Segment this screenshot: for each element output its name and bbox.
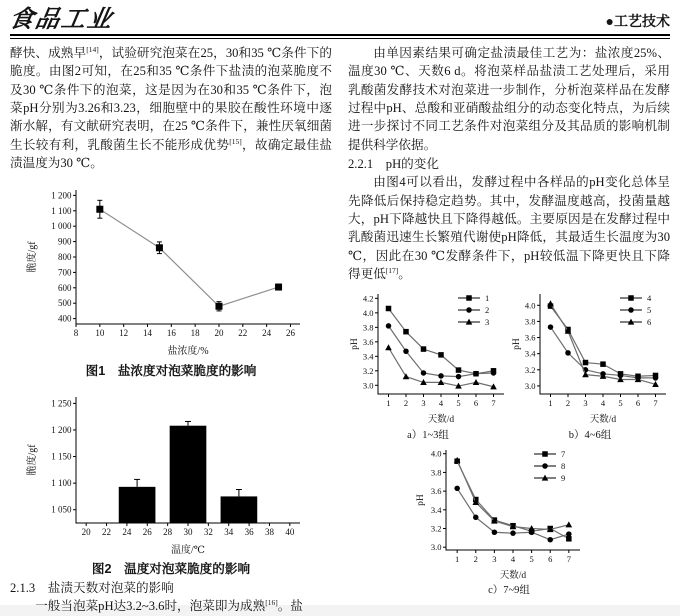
svg-text:1 050: 1 050 [51, 504, 72, 515]
svg-text:1: 1 [455, 553, 460, 564]
svg-text:6: 6 [473, 398, 479, 409]
svg-text:7: 7 [491, 398, 496, 409]
figure4-panel-a [348, 288, 508, 441]
figure1-line-chart [26, 184, 316, 356]
figure-2 [10, 389, 332, 578]
svg-text:4.0: 4.0 [430, 448, 442, 459]
svg-text:pH: pH [350, 338, 360, 351]
svg-text:3: 3 [485, 317, 490, 328]
svg-text:24: 24 [262, 328, 272, 339]
svg-text:3.0: 3.0 [430, 542, 442, 553]
left-paragraph-1: 酵快、成熟早[14]，试验研究泡菜在25，30和35 ℃条件下的脆度。由图2可知，在25和35 ℃条件下盐渍的泡菜脆度不及30 ℃条件下的泡菜，这是因为在30和35 ℃条件下，泡菜pH分别为3.26和3.23，细胞壁中的果胶在酸性环境中逐渐水解，有文献研究表明，在25 ℃条件下，兼性厌氧细菌生长较有利，乳酸菌生长不能形成优势[15]，故确定最佳盐渍温度为30 ℃。 [10, 44, 333, 171]
journal-logo: 食品工业 [7, 4, 117, 33]
svg-text:1 000: 1 000 [51, 221, 72, 232]
svg-text:2: 2 [403, 398, 409, 409]
svg-text:盐浓度/%: 盐浓度/% [167, 346, 209, 358]
svg-text:2: 2 [485, 305, 490, 316]
svg-text:26: 26 [285, 328, 295, 339]
svg-text:800: 800 [58, 252, 72, 263]
svg-text:20: 20 [81, 526, 91, 537]
figure2-bar-chart [26, 389, 316, 555]
svg-text:5: 5 [456, 398, 461, 409]
svg-text:3: 3 [421, 398, 426, 409]
svg-text:5: 5 [647, 305, 652, 316]
svg-text:28: 28 [163, 526, 173, 537]
svg-text:7: 7 [561, 448, 566, 459]
svg-text:18: 18 [190, 328, 200, 339]
svg-text:8: 8 [73, 328, 79, 339]
section-heading-2-1-3: 2.1.3 盐渍天数对泡菜的影响 [10, 581, 174, 596]
svg-text:16: 16 [166, 328, 176, 339]
svg-text:3.2: 3.2 [362, 366, 374, 377]
svg-text:1 250: 1 250 [51, 398, 72, 409]
left-column [10, 44, 332, 616]
svg-text:2: 2 [565, 398, 571, 409]
svg-text:10: 10 [95, 328, 105, 339]
svg-text:36: 36 [244, 526, 254, 537]
svg-text:天数/d: 天数/d [499, 570, 527, 581]
left-paragraph-2: 一般当泡菜pH达3.2~3.6时，泡菜即为成熟[16]。盐 [35, 598, 303, 614]
svg-text:24: 24 [122, 526, 132, 537]
svg-text:4: 4 [647, 293, 652, 304]
svg-text:20: 20 [214, 328, 224, 339]
right-paragraph-1: 由单因素结果可确定盐渍最佳工艺为：盐浓度25%、温度30 ℃、天数6 d。将泡菜样品盐渍工艺处理后，采用乳酸菌发酵技术对泡菜进一步制作，分析泡菜样品在发酵过程中pH、总酸和亚硝酸盐组分的动态变化特点，为后续进一步探讨不同工艺条件对泡菜组分及其品质的影响机制提供科学依据。 [348, 46, 670, 152]
figure4-panel-c-row [348, 444, 670, 597]
svg-text:40: 40 [285, 526, 295, 537]
svg-text:3.4: 3.4 [524, 349, 536, 360]
svg-text:6: 6 [647, 317, 652, 328]
svg-text:3.4: 3.4 [362, 351, 374, 362]
svg-text:22: 22 [102, 526, 112, 537]
figure-1 [10, 184, 332, 379]
svg-text:34: 34 [224, 526, 234, 537]
header-rule [10, 34, 670, 39]
svg-text:3.2: 3.2 [430, 523, 442, 534]
svg-text:3.2: 3.2 [524, 365, 536, 376]
figure4-panel-b [510, 288, 670, 441]
figure4c-line-chart [414, 444, 604, 580]
svg-text:1 200: 1 200 [51, 190, 72, 201]
svg-text:3.4: 3.4 [430, 504, 442, 515]
figure4c-caption: c）7~9组 [488, 585, 530, 597]
svg-text:1 150: 1 150 [51, 451, 72, 462]
svg-text:2: 2 [473, 553, 478, 564]
svg-text:温度/℃: 温度/℃ [171, 544, 205, 556]
right-column [348, 44, 670, 616]
svg-text:7: 7 [653, 398, 658, 409]
svg-text:天数/d: 天数/d [427, 415, 455, 426]
svg-text:900: 900 [58, 237, 72, 248]
svg-text:1: 1 [485, 293, 490, 304]
figure4b-line-chart [510, 288, 670, 424]
svg-text:3: 3 [492, 553, 497, 564]
svg-text:8: 8 [561, 460, 566, 471]
figure1-caption: 图1 盐浓度对泡菜脆度的影响 [85, 363, 257, 378]
svg-text:3: 3 [583, 398, 588, 409]
svg-text:6: 6 [635, 398, 641, 409]
svg-text:4.2: 4.2 [362, 293, 374, 304]
svg-text:1: 1 [548, 398, 553, 409]
svg-text:3.8: 3.8 [362, 322, 374, 333]
svg-text:9: 9 [561, 472, 566, 483]
svg-text:14: 14 [142, 328, 152, 339]
svg-text:脆度/gf: 脆度/gf [27, 241, 38, 273]
right-paragraph-2: 由图4可以看出，发酵过程中各样品的pH变化总体呈先降低后保持稳定趋势。其中，发酵温度越高，投菌量越大，pH下降越快且下降得越低。主要原因是在发酵过程中乳酸菌迅速生长繁殖代谢使pH降低，其最适生长温度为30 ℃，因此在30 ℃发酵条件下，pH较低温下降更快且下降得更低[17]。 [348, 175, 670, 282]
svg-text:pH: pH [416, 494, 426, 506]
svg-text:pH: pH [512, 338, 522, 351]
figure4-panels-ab [348, 288, 670, 441]
page-header [7, 4, 670, 34]
svg-text:4: 4 [510, 553, 516, 564]
figure2-caption: 图2 温度对泡菜脆度的影响 [91, 562, 251, 577]
svg-text:4: 4 [600, 398, 606, 409]
svg-text:3.0: 3.0 [362, 380, 374, 391]
svg-text:400: 400 [58, 314, 72, 325]
svg-text:1 100: 1 100 [51, 477, 72, 488]
figure4a-line-chart [348, 288, 508, 424]
svg-text:500: 500 [58, 298, 72, 309]
section-label: ●工艺技术 [605, 13, 670, 29]
svg-text:4: 4 [438, 398, 444, 409]
svg-text:3.6: 3.6 [524, 333, 536, 344]
svg-text:天数/d: 天数/d [589, 415, 617, 426]
svg-text:5: 5 [529, 553, 534, 564]
svg-text:3.6: 3.6 [362, 337, 374, 348]
svg-text:600: 600 [58, 283, 72, 294]
svg-text:38: 38 [264, 526, 274, 537]
svg-text:30: 30 [183, 526, 193, 537]
svg-text:22: 22 [238, 328, 248, 339]
svg-text:1 100: 1 100 [51, 206, 72, 217]
figure4b-caption: b）4~6组 [568, 429, 612, 441]
svg-text:3.6: 3.6 [430, 485, 442, 496]
section-heading-2-2-1: 2.2.1 pH的变化 [348, 157, 439, 172]
svg-text:1: 1 [386, 398, 391, 409]
svg-text:26: 26 [142, 526, 152, 537]
svg-text:4.0: 4.0 [524, 300, 536, 311]
svg-text:4.0: 4.0 [362, 308, 374, 319]
svg-text:6: 6 [548, 553, 553, 564]
svg-text:3.8: 3.8 [524, 316, 536, 327]
svg-text:12: 12 [119, 328, 129, 339]
svg-text:5: 5 [618, 398, 623, 409]
figure4-panel-c [414, 444, 604, 597]
svg-text:700: 700 [58, 267, 72, 278]
svg-text:3.8: 3.8 [430, 467, 442, 478]
svg-text:1 200: 1 200 [51, 424, 72, 435]
svg-text:脆度/gf: 脆度/gf [27, 444, 38, 476]
svg-text:32: 32 [203, 526, 213, 537]
svg-text:7: 7 [566, 553, 571, 564]
two-column-body [10, 44, 670, 616]
figure4a-caption: a）1~3组 [407, 429, 449, 441]
svg-text:3.0: 3.0 [524, 381, 536, 392]
